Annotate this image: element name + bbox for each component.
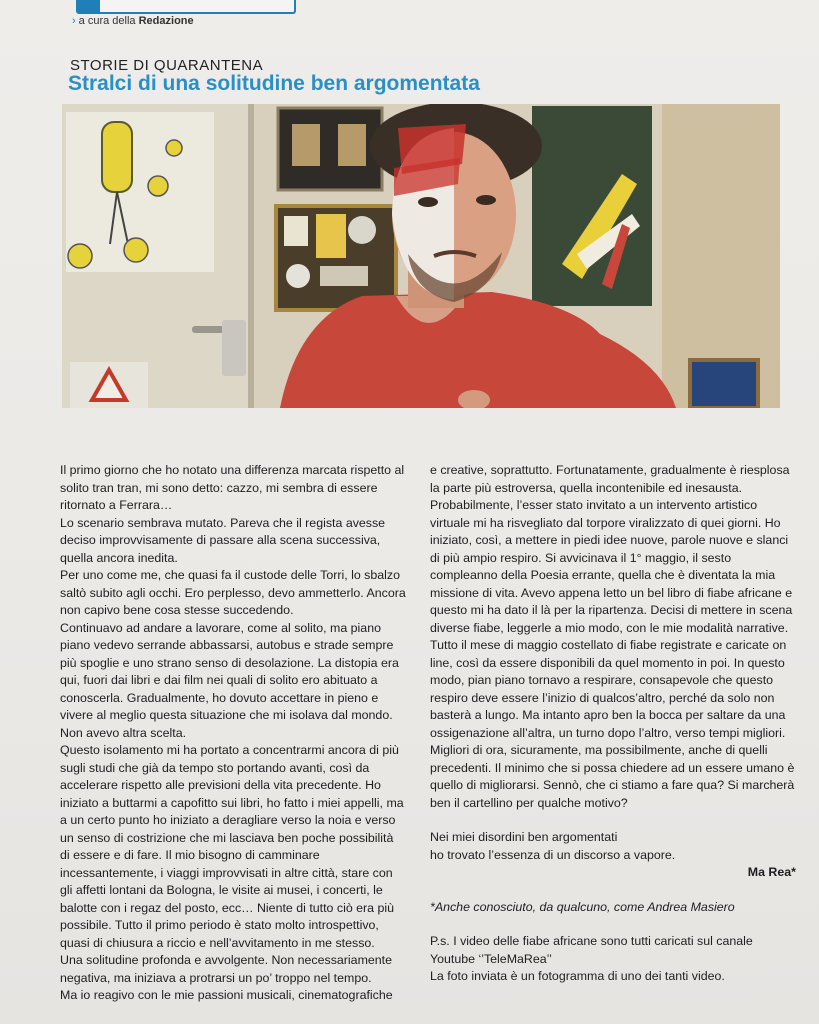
body-paragraph: e creative, soprattutto. Fortunatamente, gradualmente è riesplosa la parte più estroversa, quella incontenibile ed inesausta. Probabilmente, l’esser stato invitato a un intervento artistico virtuale mi ha risvegliato dal torpore viralizzato di quei giorni. Ho iniziato, così, a mettere in piedi idee nuove, parole nuove e slanci di più ampio respiro. Si avvicinava il 1° maggio, il sesto compleanno della Poesia errante, quella che è diventata la mia missione di vita. Avevo appena letto un bel libro di fiabe africane e questo mi ha dato il là per la ripartenza. Decisi di mettere in scena diverse fiabe, leggerle a mio modo, con le mie modalità narrative. Tutto il mese di maggio costellato di fiabe registrate e caricate on line, così da essere disponibili da quel momento in poi. In questo modo, pian piano tornavo a respirare, consapevole che questo respiro deve essere l’inizio di qualcos’altro, perché da solo non basterà a lungo. Ma intanto apro ben la bocca per saltare da una ossigenazione all’altra, un turno dopo l’altro, verso tempi migliori. Migliori di ora, sicuramente, ma possibilmente, anche di quelli precedenti. Il minimo che si possa chiedere ad un essere umano è quello di migliorarsi. Sennò, che ci stiamo a fare qua? Si marcherà ben il cartellino per qualche motivo? xyxy=(430,463,795,810)
postscript-line: La foto inviata è un fotogramma di uno dei tanti video. xyxy=(430,969,725,983)
body-paragraph: Lo scenario sembrava mutato. Pareva che il regista avesse deciso improvvisamente di passare alla scena successiva, quella ancora inedita. xyxy=(60,515,386,565)
body-paragraph: Una solitudine profonda e avvolgente. Non necessariamente negativa, ma iniziava a protrarsi un po’ troppo nel tempo. xyxy=(60,953,393,985)
spacer xyxy=(430,916,796,933)
author-signature: Ma Rea* xyxy=(747,865,796,879)
body-paragraph: Il primo giorno che ho notato una differenza marcata rispetto al solito tran tran, mi sono detto: cazzo, mi sembra di essere ritornato a Ferrara… xyxy=(60,463,405,512)
photo-illustration xyxy=(62,104,780,408)
article-column-right xyxy=(430,462,796,986)
section-header-badge xyxy=(76,0,296,14)
chevron-right-icon: › xyxy=(72,15,76,27)
article-column-left xyxy=(60,462,406,1005)
author-footnote: *Anche conosciuto, da qualcuno, come Andrea Masiero xyxy=(430,899,735,914)
body-paragraph: Questo isolamento mi ha portato a concentrarmi ancora di più sugli studi che già da tempo sto portando avanti, così da accelerare rispetto alle previsioni della vita precedente. Ho iniziato a buttarmi a capofitto sui libri, ho fatto i miei appelli, ma a un certo punto ho iniziato a deragliare verso la noia e verso un senso di costrizione che mi lasciava ben poche possibilità di essere e di fare. Il mio bisogno di camminare incessantemente, i viaggi improvvisati in altre città, stare con gli affetti lontani da Bologna, le visite ai musei, i concerti, le balotte con i regaz del posto, ecc… Niente di tutto ciò era più possibile. Tutto il primo periodo è stato molto introspettivo, quasi di chiusura a riccio e nell’avvitamento in me stesso. xyxy=(60,743,404,950)
body-paragraph: Ma io reagivo con le mie passioni musicali, cinematografiche xyxy=(60,988,393,1002)
article-photo xyxy=(62,104,780,408)
body-paragraph: Continuavo ad andare a lavorare, come al solito, ma piano piano vedevo serrande abbassarsi, autobus e strade sempre più spoglie e uno strano senso di desolazione. La distopia era qui, fuori dai libri e dai film nei quali di solito ero abituato a conoscerla. Gradualmente, ho dovuto accettare in pieno e vivere al meglio questa situazione che mi isolava dal mondo. Non avevo altra scelta. xyxy=(60,620,399,740)
byline xyxy=(72,15,194,27)
postscript-line: Youtube ‘’TeleMaRea’’ xyxy=(430,951,552,966)
spacer xyxy=(430,812,796,829)
closing-line: Nei miei disordini ben argomentati xyxy=(430,830,618,844)
spacer xyxy=(430,882,796,899)
body-paragraph: Per uno come me, che quasi fa il custode delle Torri, lo sbalzo saltò subito agli occhi. Ero perplesso, devo ammetterlo. Ancora non capivo bene cosa stesse succedendo. xyxy=(60,568,406,617)
article-kicker: STORIE DI QUARANTENA xyxy=(70,57,264,74)
section-header-tag xyxy=(78,0,100,12)
postscript-line: P.s. I video delle fiabe africane sono tutti caricati sul canale xyxy=(430,934,753,948)
byline-prefix: a cura della xyxy=(78,15,136,27)
byline-name: Redazione xyxy=(138,15,194,27)
article-title: Stralci di una solitudine ben argomentata xyxy=(68,72,480,95)
closing-line: ho trovato l’essenza di un discorso a vapore. xyxy=(430,847,676,862)
